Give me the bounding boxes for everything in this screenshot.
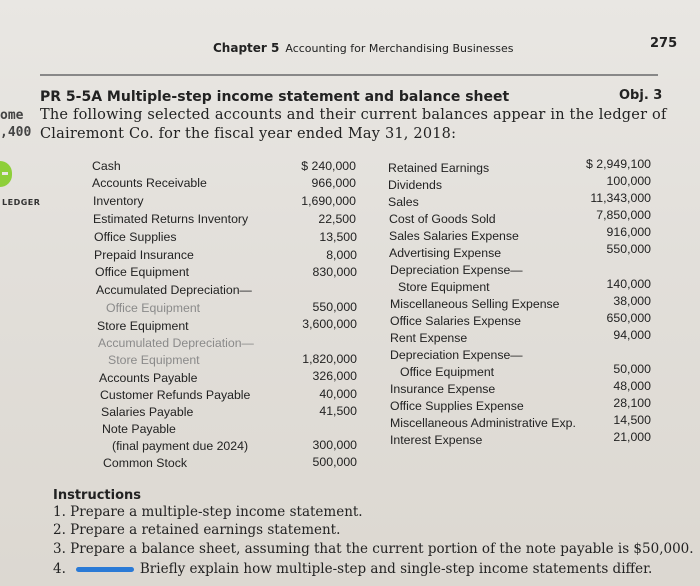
account-amount: 22,500 xyxy=(318,212,356,226)
account-amount: 8,000 xyxy=(326,248,357,262)
account-name: Accumulated Depreciation— xyxy=(98,336,254,350)
account-name: Miscellaneous Selling Expense xyxy=(390,297,560,311)
account-name: Cost of Goods Sold xyxy=(389,212,496,226)
instruction-item-3: 3. Prepare a balance sheet, assuming that the current portion of the note payable is $50,000. xyxy=(53,541,694,557)
account-name: Dividends xyxy=(388,178,442,192)
account-amount: 41,500 xyxy=(319,404,357,418)
account-amount: 40,000 xyxy=(319,387,357,401)
instruction-item-4-number: 4. xyxy=(53,561,66,577)
account-amount: 326,000 xyxy=(312,369,357,383)
account-name: Store Equipment xyxy=(97,319,189,333)
account-name: Office Supplies Expense xyxy=(390,399,524,413)
account-amount: 50,000 xyxy=(613,362,651,376)
account-amount: $ 240,000 xyxy=(301,159,356,173)
account-name: Interest Expense xyxy=(390,433,483,447)
account-name: Retained Earnings xyxy=(388,161,490,175)
account-name: Rent Expense xyxy=(390,331,468,345)
chapter-header xyxy=(213,41,513,55)
account-amount: 550,000 xyxy=(312,300,357,314)
account-amount: 7,850,000 xyxy=(596,208,651,222)
chapter-title: Accounting for Merchandising Businesses xyxy=(285,42,514,55)
account-name: Cash xyxy=(92,159,121,173)
instruction-item-2: 2. Prepare a retained earnings statement. xyxy=(53,522,341,538)
account-amount: 650,000 xyxy=(606,311,651,325)
account-amount: 11,343,000 xyxy=(590,191,651,205)
problem-intro-line-1: The following selected accounts and their current balances appear in the ledger of xyxy=(40,107,667,123)
margin-tab-icon xyxy=(0,161,12,187)
account-name: Depreciation Expense— xyxy=(390,348,523,362)
page-number: 275 xyxy=(650,36,678,51)
account-amount: 500,000 xyxy=(312,455,357,469)
chapter-label: Chapter 5 xyxy=(213,41,280,55)
account-amount: 916,000 xyxy=(606,225,651,239)
account-amount: 1,690,000 xyxy=(301,194,356,208)
account-name: Office Equipment xyxy=(400,365,495,379)
account-name: Office Equipment xyxy=(106,301,201,315)
account-name: Accounts Payable xyxy=(99,371,198,385)
account-amount: 3,600,000 xyxy=(302,317,357,331)
account-name: Accounts Receivable xyxy=(92,176,207,190)
account-amount: 48,000 xyxy=(613,379,651,393)
problem-title: PR 5-5A Multiple-step income statement and balance sheet xyxy=(40,89,510,105)
account-amount: 300,000 xyxy=(312,438,357,452)
account-name: Miscellaneous Administrative Exp. xyxy=(390,416,576,430)
objective-label: Obj. 3 xyxy=(619,88,663,103)
pencil-highlight-icon xyxy=(76,567,134,572)
header-divider xyxy=(40,74,658,76)
account-amount: 28,100 xyxy=(613,396,651,410)
account-name: (final payment due 2024) xyxy=(112,439,249,453)
account-name: Sales Salaries Expense xyxy=(389,229,519,243)
account-amount: 830,000 xyxy=(312,265,357,279)
instructions-heading: Instructions xyxy=(53,488,142,503)
account-amount: 100,000 xyxy=(606,174,651,188)
account-name: Depreciation Expense— xyxy=(390,263,523,277)
account-amount: 140,000 xyxy=(606,277,651,291)
account-name: Insurance Expense xyxy=(390,382,496,396)
account-amount: 38,000 xyxy=(613,294,651,308)
account-name: Customer Refunds Payable xyxy=(100,388,251,402)
account-name: Sales xyxy=(388,195,419,209)
account-name: Estimated Returns Inventory xyxy=(93,212,249,226)
account-amount: 550,000 xyxy=(606,242,651,256)
account-name: Prepaid Insurance xyxy=(94,248,194,262)
account-name: Salaries Payable xyxy=(101,405,194,419)
instruction-item-1: 1. Prepare a multiple-step income statement. xyxy=(53,504,363,520)
account-amount: 13,500 xyxy=(319,230,357,244)
instruction-item-4-text: Briefly explain how multiple-step and single-step income statements differ. xyxy=(139,561,653,577)
account-name: Inventory xyxy=(93,194,144,208)
margin-fragment-2: ,400 xyxy=(0,125,32,140)
account-name: Advertising Expense xyxy=(389,246,502,260)
account-amount: $ 2,949,100 xyxy=(586,157,651,171)
problem-intro-line-2: Clairemont Co. for the fiscal year ended May 31, 2018: xyxy=(40,126,457,142)
account-name: Store Equipment xyxy=(398,280,490,294)
account-amount: 21,000 xyxy=(613,430,651,444)
account-name: Store Equipment xyxy=(108,353,200,367)
account-name: Office Salaries Expense xyxy=(390,314,522,328)
account-name: Common Stock xyxy=(103,456,188,470)
account-name: Note Payable xyxy=(102,422,176,436)
account-name: Office Equipment xyxy=(95,265,190,279)
account-amount: 14,500 xyxy=(613,413,651,427)
account-amount: 1,820,000 xyxy=(302,352,357,366)
ledger-tag: LEDGER xyxy=(2,198,41,207)
account-amount: 966,000 xyxy=(311,176,356,190)
instruction-item-4 xyxy=(53,561,652,577)
account-name: Office Supplies xyxy=(94,230,177,244)
account-name: Accumulated Depreciation— xyxy=(96,283,252,297)
margin-fragment-1: ome xyxy=(0,108,24,123)
account-amount: 94,000 xyxy=(613,328,651,342)
